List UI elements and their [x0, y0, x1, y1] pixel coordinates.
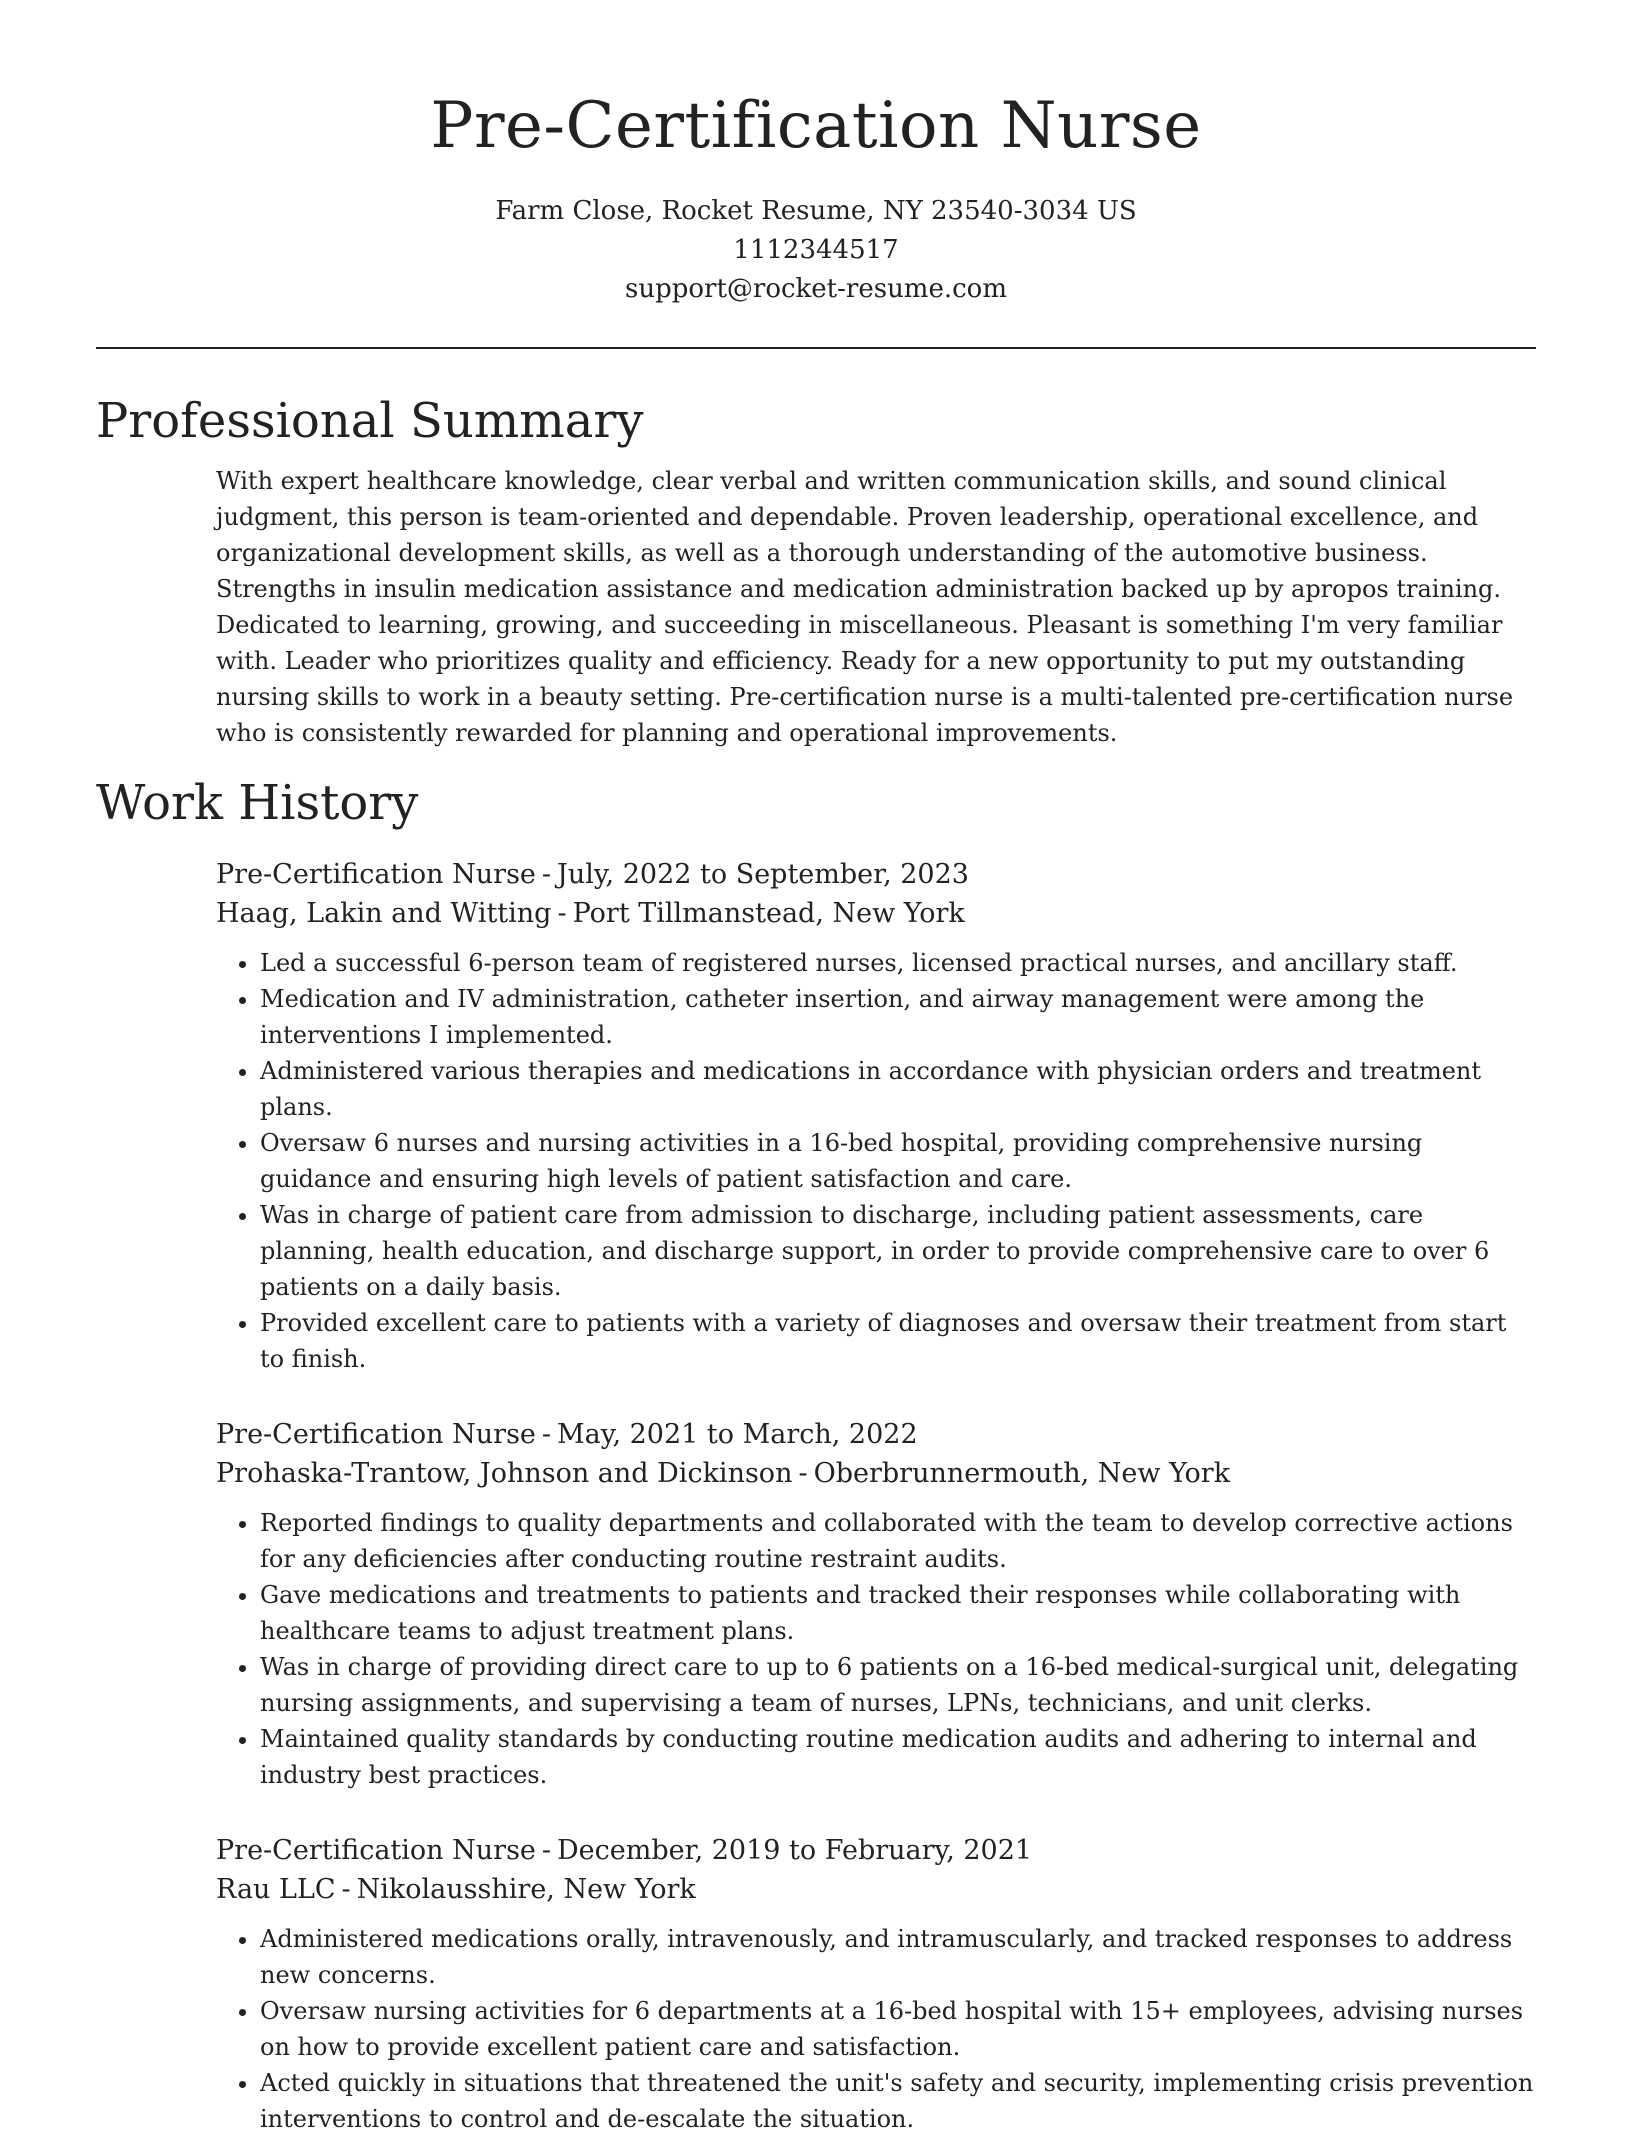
- candidate-name: Pre-Certification Nurse: [430, 89, 1202, 163]
- job-bullet: • Was in charge of patient care from admission to discharge, including patient assessments, care planning, health education, and discharge support, in order to provide comprehensive care to over 6 patients on a daily basis.: [260, 1197, 1536, 1305]
- job-title-line: [216, 855, 1536, 894]
- job-bullet: • Maintained quality standards by conducting routine medication audits and adhering to internal and industry best practices.: [260, 1721, 1536, 1793]
- job-company-line: [216, 894, 1536, 933]
- job-bullet: • Gave medications and treatments to patients and tracked their responses while collaborating with healthcare teams to adjust treatment plans.: [260, 1577, 1536, 1649]
- job-title-line: [216, 1831, 1536, 1870]
- email: support@rocket-resume.com: [624, 274, 1007, 304]
- separator: -: [541, 859, 552, 890]
- header-divider: [96, 347, 1536, 349]
- job-dates: December, 2019 to February, 2021: [557, 1835, 1033, 1866]
- job-entry: [216, 1415, 1536, 1793]
- work-history-section: [96, 855, 1536, 2137]
- job-bullet: • Administered medications orally, intravenously, and intramuscularly, and tracked responses to address new concerns.: [260, 1921, 1536, 1993]
- job-location: Nikolausshire, New York: [356, 1874, 696, 1905]
- job-entry: [216, 1831, 1536, 2137]
- company-name: Prohaska-Trantow, Johnson and Dickinson: [216, 1458, 793, 1489]
- summary-heading: Professional Summary: [96, 393, 644, 449]
- job-title: Pre-Certification Nurse: [216, 859, 536, 890]
- job-bullet: • Oversaw 6 nurses and nursing activities in a 16-bed hospital, providing comprehensive nursing guidance and ensuring high levels of patient satisfaction and care.: [260, 1125, 1536, 1197]
- job-title: Pre-Certification Nurse: [216, 1835, 536, 1866]
- job-bullet: • Administered various therapies and medications in accordance with physician orders and treatment plans.: [260, 1053, 1536, 1125]
- work-history-heading: Work History: [96, 775, 419, 831]
- job-location: Port Tillmanstead, New York: [572, 898, 965, 929]
- job-location: Oberbrunnermouth, New York: [813, 1458, 1231, 1489]
- job-bullets: [216, 1921, 1536, 2137]
- job-bullet: • Acted quickly in situations that threatened the unit's safety and security, implementing crisis prevention interventions to control and de-escalate the situation.: [260, 2065, 1536, 2137]
- separator: -: [541, 1835, 552, 1866]
- job-bullet: • Was in charge of providing direct care to up to 6 patients on a 16-bed medical-surgical unit, delegating nursing assignments, and supervising a team of nurses, LPNs, technicians, and unit clerks.: [260, 1649, 1536, 1721]
- job-company-line: [216, 1454, 1536, 1493]
- job-bullets: [216, 945, 1536, 1377]
- job-title: Pre-Certification Nurse: [216, 1419, 536, 1450]
- separator: -: [798, 1458, 808, 1489]
- resume-header: [96, 0, 1536, 309]
- job-bullet: • Provided excellent care to patients with a variety of diagnoses and oversaw their treatment from start to finish.: [260, 1305, 1536, 1377]
- company-name: Haag, Lakin and Witting: [216, 898, 552, 929]
- separator: -: [541, 1419, 552, 1450]
- job-bullets: [216, 1505, 1536, 1793]
- address: Farm Close, Rocket Resume, NY 23540-3034 US: [495, 196, 1137, 226]
- job-bullet: • Medication and IV administration, catheter insertion, and airway management were among the interventions I implemented.: [260, 981, 1536, 1053]
- job-bullet: • Oversaw nursing activities for 6 departments at a 16-bed hospital with 15+ employees, advising nurses on how to provide excellent patient care and satisfaction.: [260, 1993, 1536, 2065]
- separator: -: [557, 898, 567, 929]
- phone: 1112344517: [733, 235, 899, 265]
- summary-text: With expert healthcare knowledge, clear verbal and written communication skills, and sound clinical judgment, this person is team-oriented and dependable. Proven leadership, operational excellence, and organizational development skills, as well as a thorough understanding of the automotive business. Strengths in insulin medication assistance and medication administration backed up by apropos training. Dedicated to learning, growing, and succeeding in miscellaneous. Pleasant is something I'm very familiar with. Leader who prioritizes quality and efficiency. Ready for a new opportunity to put my outstanding nursing skills to work in a beauty setting. Pre-certification nurse is a multi-talented pre-certification nurse who is consistently rewarded for planning and operational improvements.: [216, 467, 1514, 747]
- summary-section: [96, 463, 1536, 751]
- job-title-line: [216, 1415, 1536, 1454]
- job-bullet: • Led a successful 6-person team of registered nurses, licensed practical nurses, and ancillary staff.: [260, 945, 1536, 981]
- job-company-line: [216, 1870, 1536, 1909]
- job-entry: [216, 855, 1536, 1377]
- contact-info: [96, 192, 1536, 309]
- company-name: Rau LLC: [216, 1874, 336, 1905]
- separator: -: [341, 1874, 351, 1905]
- job-dates: May, 2021 to March, 2022: [557, 1419, 918, 1450]
- job-bullet: • Reported findings to quality departments and collaborated with the team to develop corrective actions for any deficiencies after conducting routine restraint audits.: [260, 1505, 1536, 1577]
- job-dates: July, 2022 to September, 2023: [557, 859, 969, 890]
